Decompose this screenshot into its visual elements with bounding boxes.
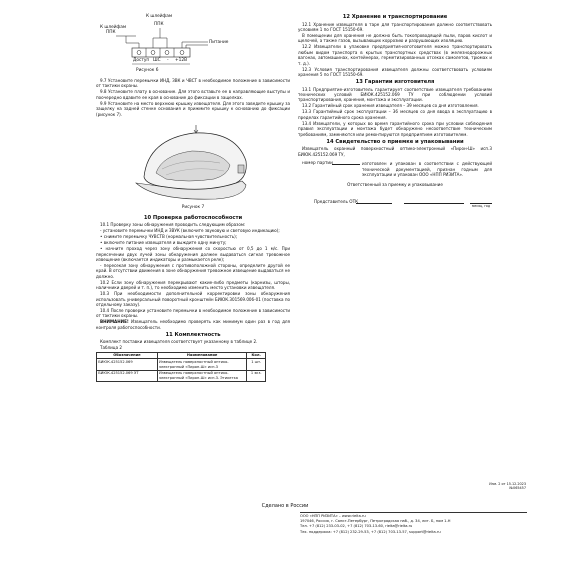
para-10-4: 10.4 После проверки установите перемычки в необходимое положение в зависимости от тактики охраны. — [96, 308, 290, 319]
table-cell: 1 экз. — [247, 370, 266, 381]
figure7-caption: Рисунок 7 — [181, 205, 205, 211]
para-9-9: 9.9 Установите на место верхнюю крышку извещателя. Для этого заведите крышку за защелку на задней стенке основания и прижмите крышку к основанию до фиксации (рисунок 7). — [96, 100, 290, 117]
table-2-caption: Таблица 2 — [100, 345, 123, 351]
section-13-title: 13 Гарантии изготовителя — [355, 79, 435, 86]
para-10-1-d: • начните проход через зону обнаружения со скоростью от 0,5 до 1 м/с. При пересечении двух лучей зоны обнаружения должен выдаваться сигнал тревожное извещение (включается индикаторы и размыкается реле); — [96, 246, 290, 263]
para-10-3: 10.3 При необходимости дополнительной корректировки зоны обнаружения использовать универсальный поворотный кронштейн БИЮК.301569.006-01 (поставка по отдельному заказу). — [96, 291, 290, 308]
batch-number-line — [332, 164, 360, 165]
label-terminal-dostup: Доступ — [133, 58, 150, 63]
detector-illustration — [96, 121, 290, 207]
detector-drawing — [96, 121, 290, 213]
wiring-diagram — [96, 14, 290, 78]
para-9-7: 9.7 Установите перемычки ИНД, ЗВК и ЧВСТ в необходимое положение в зависимости от тактики охраны. — [96, 78, 290, 89]
otk-signature-line — [356, 203, 392, 204]
para-11: Комплект поставки извещателя соответствует указанному в таблице 2. — [100, 339, 258, 345]
table-cell: Извещатель поверхностный оптико-электронный «Пирон-Ш» исп.3. Этикетка — [157, 370, 247, 381]
revision-stamp — [486, 482, 526, 491]
para-10-1: 10.1 Проверку зоны обнаружения проводить следующим образом: — [100, 222, 246, 228]
para-10-1-e: - пересекая зону обнаружения с противоположной стороны, определите другой ее край. В отсутствии движения в зоне обнаружения тревожное извещение выдаваться не должно. — [96, 263, 290, 279]
table-cell: 1 шт. — [247, 359, 266, 370]
table-row — [97, 370, 266, 381]
label-k-shleifam-left: К шлейфам — [100, 25, 127, 30]
batch-number-row — [298, 160, 492, 168]
section-11-title: 11 Комплектность — [165, 331, 221, 338]
label-ppk-top: ППК — [154, 22, 164, 27]
para-13-1: 13.1 Предприятие-изготовитель гарантирует соответствие извещателя требованиям технических условий БИЮК.425152.069 ТУ при соблюдении условий транспортирования, хранения, монтажа и эксплуатации. — [298, 86, 492, 103]
right-column — [298, 14, 492, 211]
label-k-shleifam-top: К шлейфам — [146, 14, 173, 19]
left-column — [96, 14, 290, 384]
otk-label: Представитель ОТК — [314, 199, 359, 205]
footer-divider — [300, 512, 527, 513]
para-10-2: 10.2 Если зону обнаружения перекрывают какие-либо предметы (карнизы, шторы, наличники дверей и т. п.), то необходимо изменить место установки извещателя. — [96, 279, 290, 291]
section-12-title: 12 Хранение и транспортирование — [342, 14, 448, 20]
label-terminal-minus: - — [167, 58, 169, 63]
attention-text: Извещатель необходимо проверять как минимум один раз в год для контроля работоспособности. — [96, 319, 290, 330]
para-12-3: 12.3 Условия транспортирования извещателя должны соответствовать условиям хранения 5 по ГОСТ 15150-69. — [298, 66, 492, 78]
company-address: 197046, Россия, г. Санкт-Петербург, Петроградская наб., д. 34, лит. Б, пом 1-Н — [300, 519, 451, 524]
company-support: Тех. поддержка: +7 (812) 232-29-53, +7 (812) 703-13-57, support@rielta.ru — [300, 529, 441, 534]
label-terminal-12v: +12В — [175, 58, 188, 63]
table-header-designation: Обозначение — [97, 352, 158, 359]
attention-note — [96, 319, 290, 330]
kit-table — [96, 352, 266, 382]
para-12-2: 12.2 Извещатели в упаковке предприятия-изготовителя можно транспортировать любым видом транспорта в крытых транспортных средствах (в железнодорожных вагонах, автомашинах, контейнерах, герметизированных отсеках самолетов, трюмах и т. д.). — [298, 44, 492, 66]
label-pitanie: Питание — [209, 40, 229, 45]
para-12-1-b: В помещении для хранения не должно быть токопроводящей пыли, паров кислот и щелочей, а также газов, вызывающих коррозию и разрушающих изоляцию. — [298, 33, 492, 44]
para-14-2: изготовлен и упакован в соответствии с действующей технической документацией, признан годным для эксплуатации и упакован ООО «НПП РИЗИТА». — [362, 161, 492, 178]
para-9-8: 9.8 Установите плату в основание. Для этого вставьте ее в направляющие выступы и поочередно вдавите ее края в основание до фиксации в защелках. — [96, 89, 290, 100]
company-name: ООО «НПП РИЗИТА» – www.rielta.ru — [300, 514, 366, 518]
doc-number: №065457 — [509, 486, 526, 491]
para-10-1-b: • снимите перемычку ЧУВСТВ (нормальная чувствительность); — [100, 234, 238, 240]
table-header-name: Наименование — [157, 352, 247, 359]
otk-date-label: месяц, год — [472, 204, 491, 209]
para-10-1-a: - установите перемычки ИНД и ЗВУК (включите звуковую и световую индикацию); — [100, 228, 280, 234]
company-footer — [300, 514, 530, 535]
made-in-russia: Сделано в России — [261, 503, 309, 509]
label-terminal-shs: ШС — [153, 58, 161, 63]
batch-number-label: номер партии — [302, 160, 333, 166]
section-10-title: 10 Проверка работоспособности — [143, 214, 243, 221]
table-cell: БИЮК.425152.069 — [97, 359, 158, 370]
company-phone: Тел. +7 (812) 233-03-02, +7 (812) 703-13-60, rielta@rielta.ru — [300, 524, 413, 529]
table-header-qty: Кол. — [247, 352, 266, 359]
para-10-1-c: • включите питание извещателя и выждите одну минуту; — [100, 240, 227, 246]
para-13-2: 13.2 Гарантийный срок хранения извещателя – 39 месяцев со дня изготовления. — [302, 103, 479, 109]
table-row — [97, 359, 266, 370]
attention-label: ВНИМАНИЕ! — [100, 319, 129, 325]
change-note: Изм. 2 от 15.12.2023 — [489, 482, 526, 486]
otk-name-line — [404, 203, 464, 204]
para-13-3: 13.3 Гарантийный срок эксплуатации – 36 месяцев со дня ввода в эксплуатацию в пределах гарантийного срока хранения. — [298, 109, 492, 120]
section-14-title: 14 Свидетельство о приемке и упаковывании — [326, 138, 464, 145]
para-13-4: 13.4 Извещатели, у которых во время гарантийного срока при условии соблюдения правил эксплуатации и монтажа будет обнаружено несоответствие техническим требованиям, заменяются или ремонтируются предприятием изготовителем. — [298, 120, 492, 137]
table-cell: БИЮК.425152.069 ЭТ — [97, 370, 158, 381]
responsible-label: Ответственный за приемку и упаковывание — [347, 181, 443, 187]
para-12-1: 12.1 Хранение извещателя в таре для транспортирования должно соответствовать условиям 1 по ГОСТ 15150-69. — [298, 21, 492, 32]
table-cell: Извещатель поверхностный оптико-электронный «Пирон-Ш» исп.3 — [157, 359, 247, 370]
label-ppk-left: ППК — [106, 30, 116, 35]
otk-signature-row — [298, 199, 492, 211]
wiring-diagram-lines — [96, 14, 290, 78]
figure6-caption: Рисунок 6 — [136, 68, 159, 73]
para-14-1: Извещатель охранный поверхностный оптико-электронный «Пирон-Ш» исп.3 БИЮК.425152.069 ТУ, — [298, 146, 492, 157]
